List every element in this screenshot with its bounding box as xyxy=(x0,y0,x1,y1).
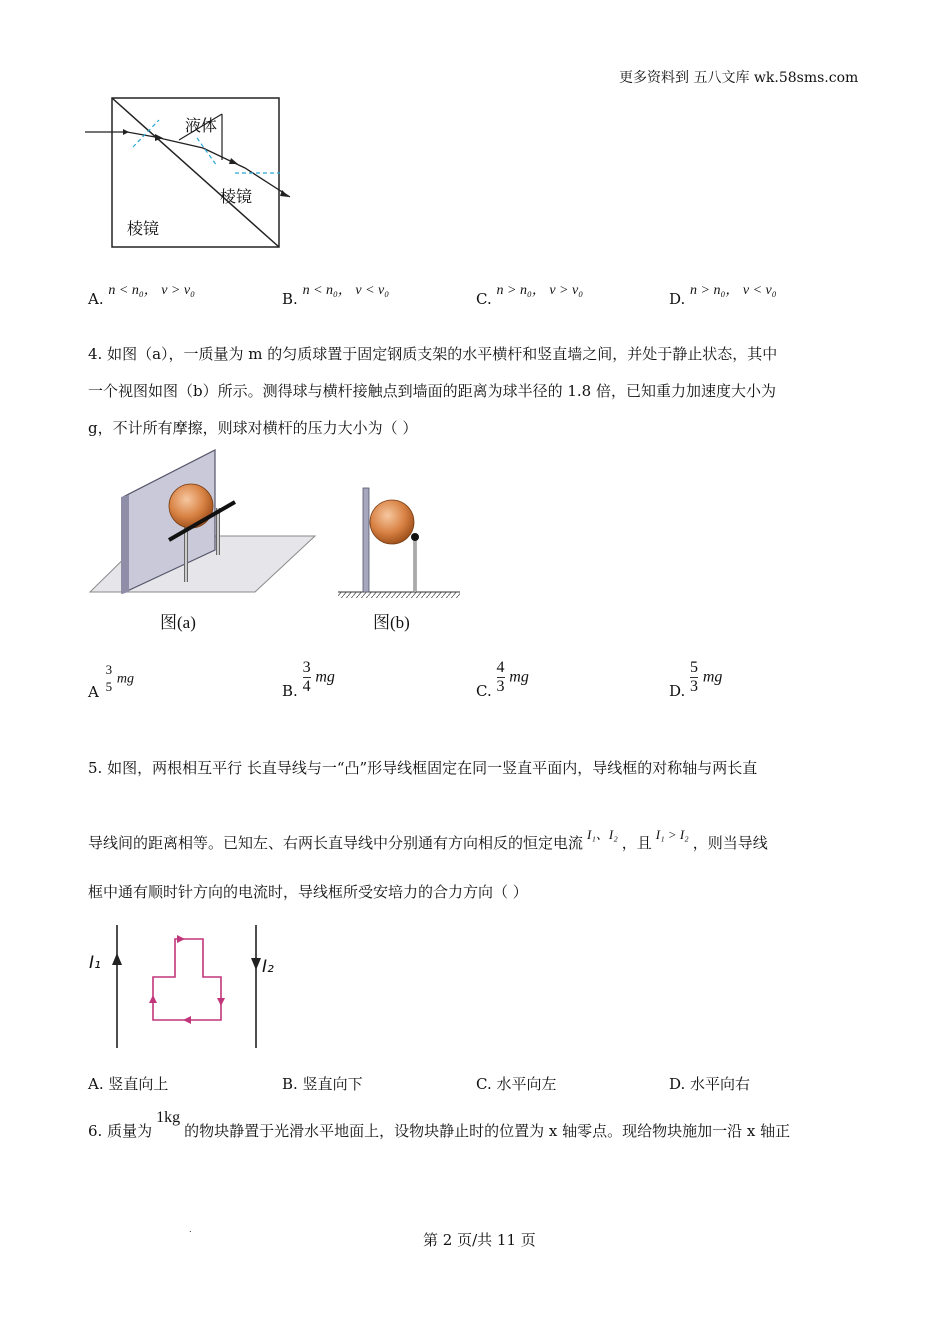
q3-option-d: D. n > n₀， v < v₀ xyxy=(669,283,777,308)
q4-line-2: 一个视图如图（b）所示。测得球与横杆接触点到墙面的距离为球半径的 1.8 倍，已知重力加速度大小为 xyxy=(88,382,776,400)
q6-line-1: 6. 质量为1kg的物块静置于光滑水平地面上，设物块静止时的位置为 x 轴零点。现给物块施加一沿 x 轴正 xyxy=(88,1109,791,1140)
wire-figure xyxy=(85,920,290,1055)
q4-option-c: C. $\frac{4}{3}$ mg xyxy=(476,659,529,700)
q3-option-c: C. n > n₀， v > v₀ xyxy=(476,283,584,308)
label-I1: I₁ xyxy=(89,953,101,973)
caption-a: 图(a) xyxy=(160,613,196,632)
liquid-label: 液体 xyxy=(185,116,218,135)
prism-left-label: 棱镜 xyxy=(127,219,160,238)
q4-option-b: B. $\frac{3}{4}$ mg xyxy=(282,659,335,700)
q3-option-b: B. n < n₀， v < v₀ xyxy=(282,283,390,308)
label-I2: I₂ xyxy=(262,957,274,977)
q5-option-d: D. 水平向右 xyxy=(669,1075,751,1093)
q5-option-b: B. 竖直向下 xyxy=(282,1075,363,1093)
prism-right-label: 棱镜 xyxy=(220,187,253,206)
q4-line-3: g，不计所有摩擦，则球对横杆的压力大小为（ ） xyxy=(88,419,418,437)
q5-line-2: 导线间的距离相等。已知左、右两长直导线中分别通有方向相反的恒定电流 I₁、I₂ ，且 I₁ > I₂ ，则当导线 xyxy=(88,827,768,852)
figure-a xyxy=(85,445,320,600)
q3-option-a: A. n < n₀， v > v₀ xyxy=(88,283,195,308)
q4-option-a: A 3 5 mg xyxy=(88,662,135,701)
q4-line-1: 4. 如图（a），一质量为 m 的匀质球置于固定钢质支架的水平横杆和竖直墙之间，并处于静止状态，其中 xyxy=(88,345,778,363)
q5-line-1: 5. 如图，两根相互平行 长直导线与一“凸”形导线框固定在同一竖直平面内，导线框的对称轴与两长直 xyxy=(88,759,758,777)
figure-b xyxy=(338,482,463,602)
caption-b: 图(b) xyxy=(373,613,410,632)
footer-dot: . xyxy=(189,1225,192,1234)
q5-option-c: C. 水平向左 xyxy=(476,1075,557,1093)
q5-option-a: A. 竖直向上 xyxy=(88,1075,169,1093)
page-number: 第 2 页/共 11 页 xyxy=(423,1231,536,1249)
q5-line-3: 框中通有顺时针方向的电流时，导线框所受安培力的合力方向（ ） xyxy=(88,883,528,901)
prism-figure xyxy=(85,90,305,255)
watermark-header: 更多资料到 五八文库 wk.58sms.com xyxy=(619,70,859,86)
q4-option-d: D. $\frac{5}{3}$ mg xyxy=(669,659,723,700)
